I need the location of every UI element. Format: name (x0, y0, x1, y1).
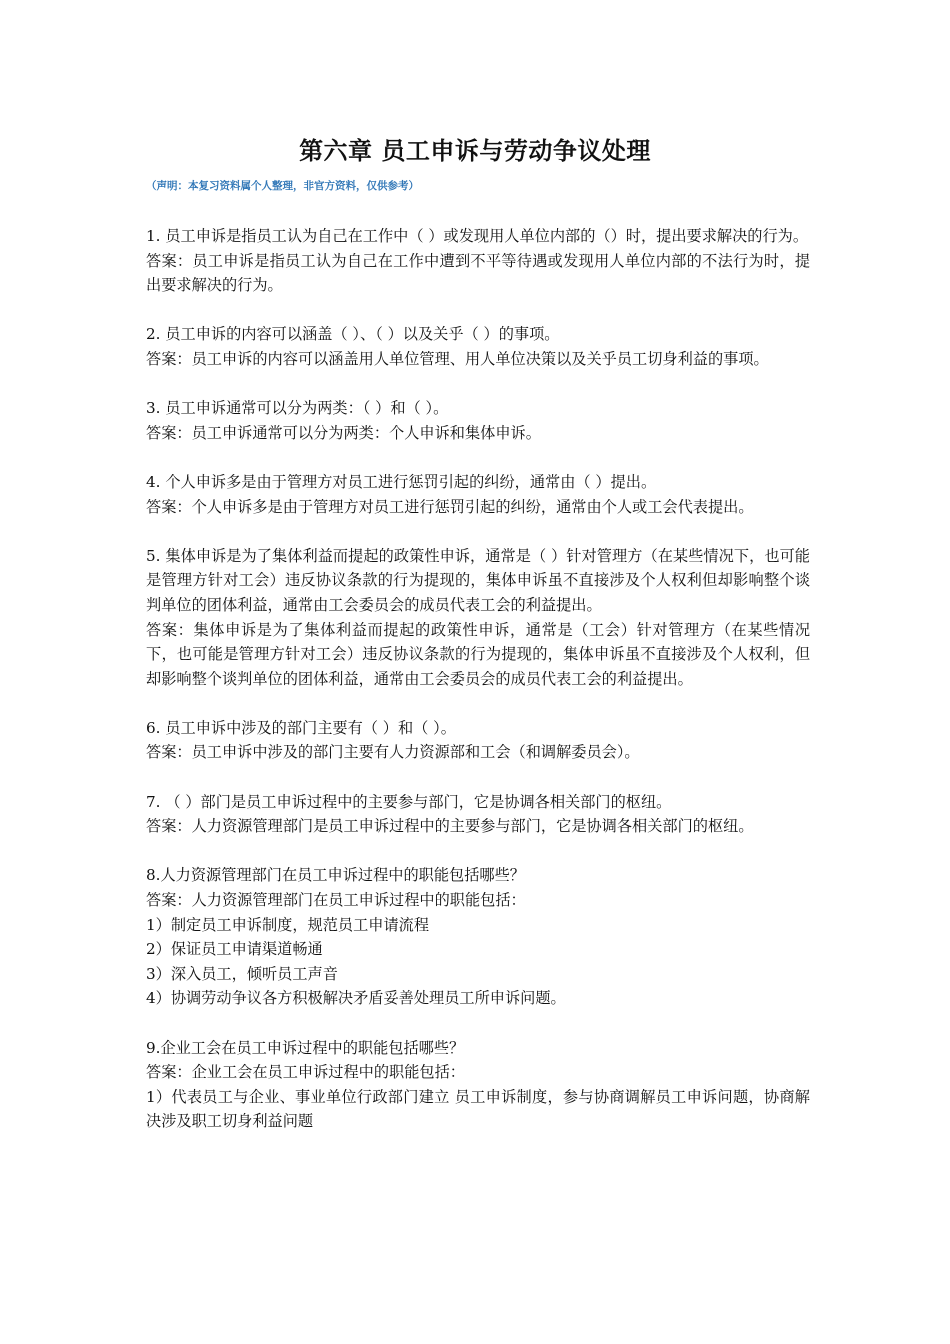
qa-list (146, 224, 810, 1159)
qa-item-4 (146, 470, 810, 519)
answer-text: 答案：员工申诉中涉及的部门主要有人力资源部和工会（和调解委员会）。 (146, 743, 640, 762)
answer-text: 答案：人力资源管理部门在员工申诉过程中的职能包括： (146, 891, 526, 910)
disclaimer-note: （声明：本复习资料属个人整理，非官方资料，仅供参考） (146, 180, 419, 192)
question-text: 9.企业工会在员工申诉过程中的职能包括哪些？ (146, 1038, 465, 1057)
qa-item-8 (146, 863, 810, 1011)
answer-text: 答案：员工申诉通常可以分为两类：个人申诉和集体申诉。 (146, 423, 541, 442)
question-text: 4. 个人申诉多是由于管理方对员工进行惩罚引起的纠纷，通常由（ ）提出。 (146, 472, 657, 491)
page-title: 第六章 员工申诉与劳动争议处理 (299, 137, 651, 165)
qa-item-9 (146, 1036, 810, 1134)
answer-list-item: 3）深入员工，倾听员工声音 (146, 964, 338, 983)
question-text: 2. 员工申诉的内容可以涵盖（ ）、（ ）以及关乎（ ）的事项。 (146, 325, 560, 344)
question-text: 3. 员工申诉通常可以分为两类：（ ）和（ ）。 (146, 399, 449, 418)
answer-text: 答案：人力资源管理部门是员工申诉过程中的主要参与部门，它是协调各相关部门的枢纽。 (146, 817, 754, 836)
question-text: 1. 员工申诉是指员工认为自己在工作中（ ）或发现用人单位内部的（）时，提出要求解决的行为。 (146, 227, 809, 245)
answer-text: 答案：员工申诉是指员工认为自己在工作中遭到不平等待遇或发现用人单位内部的不法行为时，提出要求解决的行为。 (146, 251, 810, 295)
answer-text: 答案：企业工会在员工申诉过程中的职能包括： (146, 1063, 465, 1082)
qa-item-5 (146, 544, 810, 692)
answer-list-item: 1）制定员工申诉制度，规范员工申请流程 (146, 915, 430, 934)
qa-item-6 (146, 716, 810, 765)
answer-text: 答案：个人申诉多是由于管理方对员工进行惩罚引起的纠纷，通常由个人或工会代表提出。 (146, 497, 754, 516)
answer-list-item: 1）代表员工与企业、事业单位行政部门建立 员工申诉制度，参与协商调解员工申诉问题，协商解决涉及职工切身利益问题 (146, 1087, 810, 1131)
answer-text: 答案：员工申诉的内容可以涵盖用人单位管理、用人单位决策以及关乎员工切身利益的事项。 (146, 349, 769, 368)
answer-list-item: 4）协调劳动争议各方积极解决矛盾妥善处理员工所申诉问题。 (146, 989, 566, 1008)
answer-text: 答案：集体申诉是为了集体利益而提起的政策性申诉，通常是（工会）针对管理方（在某些情况下，也可能是管理方针对工会）违反协议条款的行为提现的，集体申诉虽不直接涉及个人权利，但却影响整个谈判单位的团体利益，通常由工会委员会的成员代表工会的利益提出。 (146, 620, 810, 688)
question-text: 8.人力资源管理部门在员工申诉过程中的职能包括哪些？ (146, 866, 525, 885)
question-text: 7. （ ）部门是员工申诉过程中的主要参与部门，它是协调各相关部门的枢纽。 (146, 792, 672, 811)
qa-item-3 (146, 396, 810, 445)
question-text: 6. 员工申诉中涉及的部门主要有（ ）和（ ）。 (146, 718, 456, 737)
qa-item-1 (146, 224, 810, 298)
qa-item-2 (146, 322, 810, 371)
question-text: 5. 集体申诉是为了集体利益而提起的政策性申诉，通常是（ ）针对管理方（在某些情况下，也可能是管理方针对工会）违反协议条款的行为提现的，集体申诉虽不直接涉及个人权利但却影响整个谈判单位的团体利益，通常由工会委员会的成员代表工会的利益提出。 (146, 546, 810, 614)
qa-item-7 (146, 790, 810, 839)
answer-list-item: 2）保证员工申请渠道畅通 (146, 940, 323, 959)
